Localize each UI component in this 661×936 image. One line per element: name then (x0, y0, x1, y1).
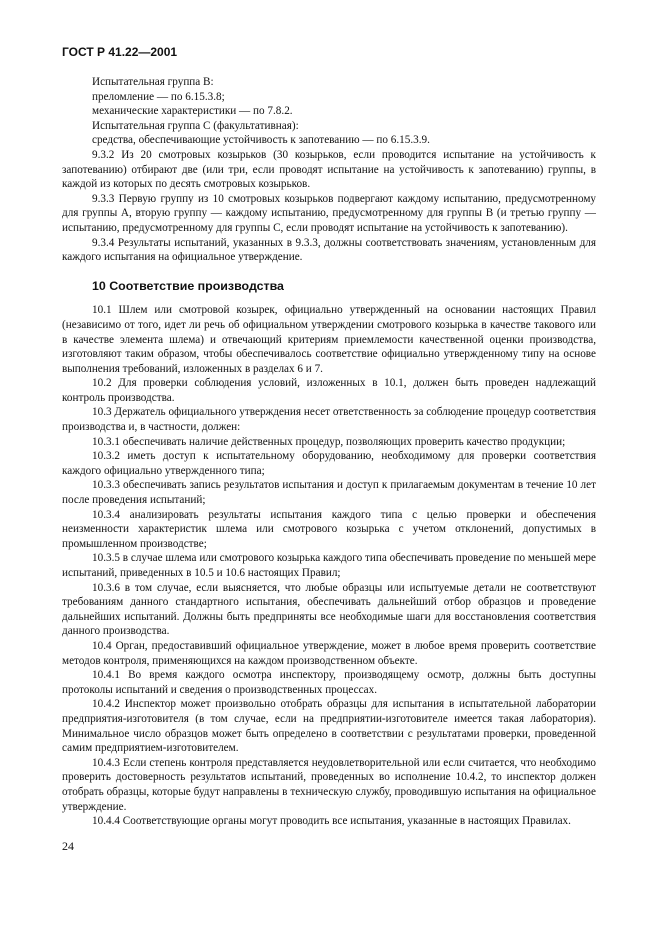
paragraph-9-3-3: 9.3.3 Первую группу из 10 смотровых козырьков подвергают каждому испытанию, предусмотренному для группы А, вторую группу — каждому испытанию, предусмотренному для группы В (и третью группу — испытанию, предусмотренному для группы С, если проводят испытание на устойчивость к запотеванию). (62, 192, 596, 234)
paragraph-test-group-c: Испытательная группа С (факультативная): (92, 119, 299, 132)
paragraph-10-3-6: 10.3.6 в том случае, если выясняется, что любые образцы или испытуемые детали не соответствуют требованиям данного стандартного испытания, обеспечивать дальнейший отбор образцов и проведение дальнейших испытаний. Должны быть предприняты все необходимые шаги для восстановления соответствия данного производства. (62, 581, 596, 638)
document-header: ГОСТ Р 41.22—2001 (62, 45, 178, 59)
document-body (62, 75, 596, 829)
paragraph-10-4: 10.4 Орган, предоставивший официальное утверждение, может в любое время проверить соответствие методов контроля, применяющихся на каждом производственном объекте. (62, 639, 596, 667)
paragraph-test-group-b: Испытательная группа В: (92, 76, 214, 88)
paragraph-10-3-5: 10.3.5 в случае шлема или смотрового козырька каждого типа обеспечивать проведение по меньшей мере испытаний, приведенных в 10.5 и 10.6 настоящих Правил; (62, 552, 596, 579)
paragraph-10-3-2: 10.3.2 иметь доступ к испытательному оборудованию, необходимому для проверки соответствия каждого официально утвержденного типа; (62, 450, 596, 477)
paragraph-mechanical: механические характеристики — по 7.8.2. (92, 105, 293, 118)
paragraph-10-3-3: 10.3.3 обеспечивать запись результатов испытания и доступ к прилагаемым документам в течение 10 лет после проведения испытаний; (62, 479, 596, 507)
paragraph-antifog: средства, обеспечивающие устойчивость к запотеванию — по 6.15.3.9. (92, 134, 430, 147)
paragraph-10-2: 10.2 Для проверки соблюдения условий, изложенных в 10.1, должен быть проведен надлежащий контроль производства. (62, 377, 596, 404)
paragraph-9-3-4: 9.3.4 Результаты испытаний, указанных в 9.3.3, должны соответствовать значениям, установленным для каждого испытания на официальное утверждение. (62, 236, 596, 264)
paragraph-10-1: 10.1 Шлем или смотровой козырек, официально утвержденный на основании настоящих Правил (независимо от того, идет ли речь об официальном утверждении смотрового козырька в качестве такового или в качестве элемента шлема) и отвечающий критериям приемлемости качественной оценки производства, изготовляют таким образом, чтобы обеспечивалось соответствие официально утвержденному типу на основе выполнения требований, изложенных в разделах 6 и 7. (62, 304, 596, 375)
paragraph-10-3-4: 10.3.4 анализировать результаты испытания каждого типа с целью проверки и обеспечения неизменности характеристик шлема или смотрового козырька с учетом отклонений, допустимых в промышленном производстве; (62, 508, 596, 550)
paragraph-9-3-2: 9.3.2 Из 20 смотровых козырьков (30 козырьков, если проводится испытание на устойчивость к запотеванию) отбирают две (или три, если проводят испытание на устойчивость к запотеванию) группы, в каждой из которых по десять смотровых козырьков. (62, 148, 596, 191)
page-number: 24 (62, 839, 74, 853)
paragraph-10-4-4: 10.4.4 Соответствующие органы могут проводить все испытания, указанные в настоящих Правилах. (92, 815, 571, 828)
paragraph-10-4-1: 10.4.1 Во время каждого осмотра инспектору, производящему осмотр, должны быть доступны протоколы испытаний и сведения о производственных процессах. (62, 669, 596, 696)
paragraph-10-3: 10.3 Держатель официального утверждения несет ответственность за соблюдение процедур соответствия производства и, в частности, должен: (62, 406, 596, 434)
paragraph-10-3-1: 10.3.1 обеспечивать наличие действенных процедур, позволяющих проверить качество продукции; (92, 435, 566, 448)
paragraph-refraction: преломление — по 6.15.3.8; (92, 90, 225, 103)
paragraph-10-4-3: 10.4.3 Если степень контроля представляется неудовлетворительной или если считается, что необходимо проверить достоверность результатов испытаний, проведенных во исполнение 10.4.2, то инспектор должен отобрать образцы, которые будут направлены в техническую службу, проводившую испытания на официальное утверждение. (62, 756, 596, 813)
section-title: 10 Соответствие производства (92, 278, 284, 293)
paragraph-10-4-2: 10.4.2 Инспектор может произвольно отобрать образцы для испытания в испытательной лаборатории предприятия-изготовителя (в том случае, если на предприятии-изготовителе имеется такая лаборатория). Минимальное число образцов может быть определено в соответствии с результатами проверки, проведенной самим предприятием-изготовителем. (62, 698, 596, 755)
